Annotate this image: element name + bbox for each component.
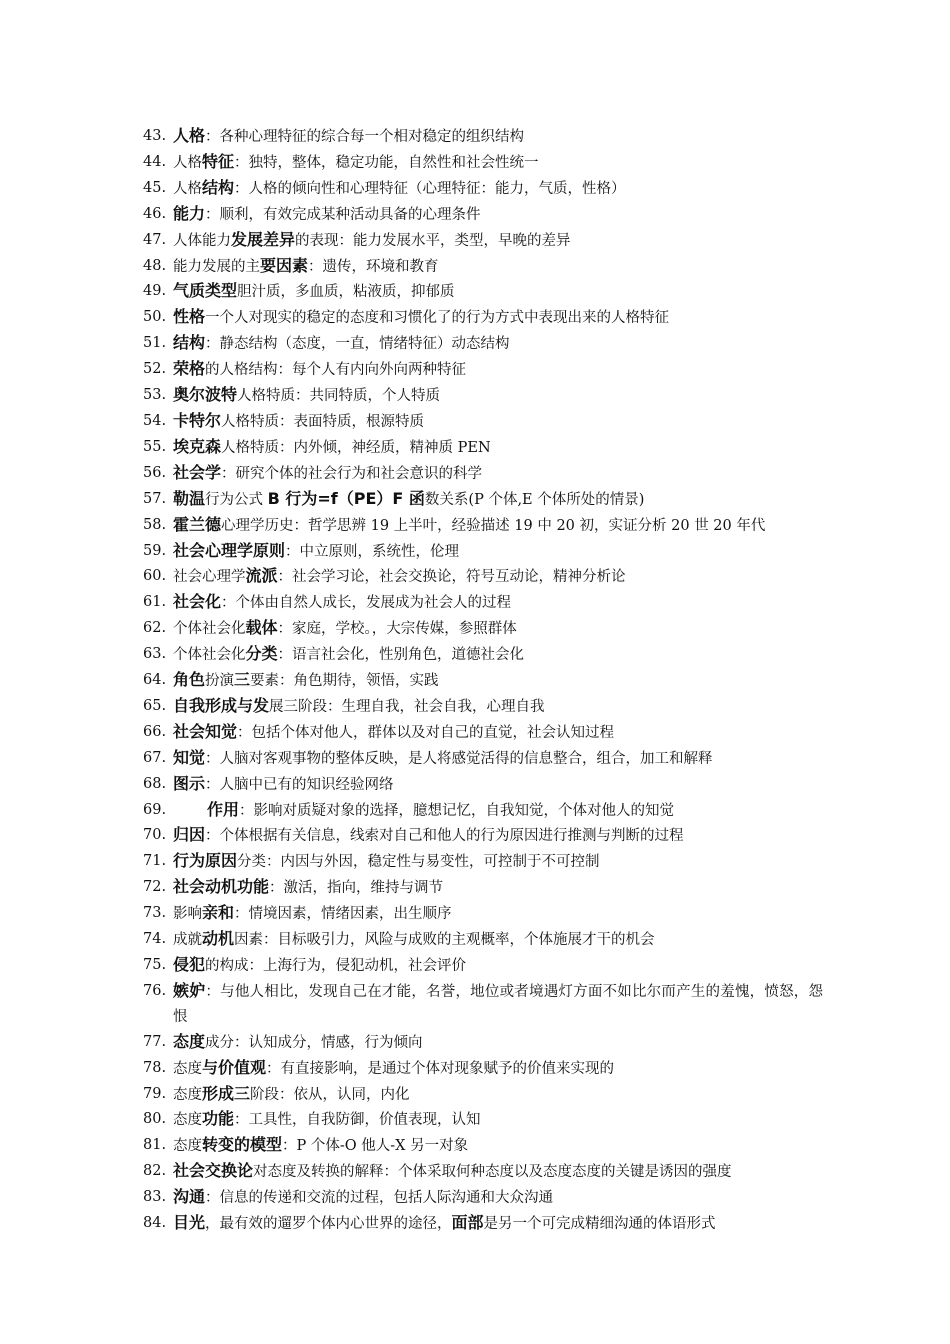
item-text [173, 953, 823, 979]
key-term: 动机 [202, 929, 235, 949]
key-term: 流派 [245, 566, 278, 586]
item-text [173, 1211, 823, 1237]
description-text: ：语言社会化，性别角色，道德社会化 [277, 647, 525, 664]
item-text [173, 616, 823, 642]
description-text: 人体能力 [173, 232, 231, 249]
description-text: 态度 [173, 1112, 202, 1129]
item-text [173, 694, 823, 720]
key-term: 要因素 [260, 255, 309, 275]
item-number: 44. [143, 153, 167, 170]
description-text: 对态度及转换的解释：个体采取何种态度以及态度态度的关键是诱因的强度 [253, 1164, 732, 1181]
item-text [173, 513, 823, 539]
description-text: 人格特质：内外倾，神经质，精神质 PEN [221, 439, 491, 456]
item-number: 77. [143, 1033, 167, 1050]
list-item [143, 746, 823, 772]
description-text: 心理学历史：哲学思辨 19 上半叶，经验描述 19 中 20 初，实证分析 20 世 20 年代 [221, 517, 766, 534]
item-text [173, 668, 823, 694]
description-text: 人格 [173, 180, 202, 197]
description-text: 个体社会化 [173, 621, 246, 638]
key-term: 结构 [173, 333, 206, 353]
list-item [143, 228, 823, 254]
key-term: B 行为=f（PE）F 函 [267, 488, 425, 508]
item-number: 54. [143, 412, 167, 429]
list-item [143, 435, 823, 461]
key-term: 三 [234, 670, 251, 690]
description-text: ：人格的倾向性和心理特征（心理特征：能力，气质，性格） [234, 180, 626, 197]
key-term: 能力 [173, 203, 206, 223]
item-text [173, 487, 823, 513]
key-term: 转变的模型 [202, 1135, 283, 1155]
item-number: 51. [143, 335, 167, 352]
list-item [143, 668, 823, 694]
key-term: 分类 [245, 644, 278, 664]
item-text [173, 279, 823, 305]
list-item [143, 487, 823, 513]
item-text [173, 1056, 823, 1082]
description-text: ：独特，整体，稳定功能，自然性和社会性统一 [234, 154, 539, 171]
item-text [173, 539, 823, 565]
item-number: 56. [143, 464, 167, 481]
description-text: 分类：内因与外因，稳定性与易变性，可控制于不可控制 [237, 854, 600, 871]
list-item [143, 331, 823, 357]
key-term: 社会知觉 [173, 721, 238, 741]
description-text: ：信息的传递和交流的过程，包括人际沟通和大众沟通 [205, 1190, 554, 1207]
list-item [143, 202, 823, 228]
key-term: 社会心理学原则 [173, 540, 286, 560]
list-item [143, 616, 823, 642]
list-item [143, 927, 823, 953]
item-number: 49. [143, 283, 167, 300]
item-number: 79. [143, 1085, 167, 1102]
key-term: 社会动机功能 [173, 877, 270, 897]
item-number: 64. [143, 672, 167, 689]
key-term: 知觉 [173, 747, 206, 767]
description-text: 成分：认知成分，情感，行为倾向 [205, 1034, 423, 1051]
key-term: 人格 [173, 126, 206, 145]
description-text: 行为公式 [205, 491, 268, 508]
key-term: 自我形成与发 [173, 695, 270, 715]
list-item [143, 642, 823, 668]
list-item [143, 1159, 823, 1185]
item-number: 81. [143, 1137, 167, 1154]
item-number: 53. [143, 387, 167, 404]
key-term: 霍兰德 [173, 514, 222, 534]
list-item [143, 1056, 823, 1082]
key-term: 面部 [451, 1213, 484, 1233]
list-item [143, 1185, 823, 1211]
item-text [173, 305, 823, 331]
description-text: ：各种心理特征的综合每一个相对稳定的组织结构 [205, 129, 525, 145]
item-number: 66. [143, 723, 167, 740]
item-text [173, 228, 823, 254]
description-text: ：人脑对客观事物的整体反映，是人将感觉活得的信息整合，组合，加工和解释 [205, 750, 713, 767]
key-term: 亲和 [202, 903, 235, 923]
item-number: 61. [143, 594, 167, 611]
item-text [173, 823, 823, 849]
description-text: 要素：角色期待，领悟，实践 [250, 673, 439, 690]
description-text: ：个体由自然人成长，发展成为社会人的过程 [221, 595, 512, 612]
key-term: 沟通 [173, 1187, 206, 1207]
item-number: 48. [143, 257, 167, 274]
key-term: 埃克森 [173, 436, 222, 456]
item-number: 63. [143, 646, 167, 663]
description-text: 社会心理学 [173, 569, 246, 586]
description-text: 因素：目标吸引力，风险与成败的主观概率，个体施展才干的机会 [234, 932, 655, 949]
description-text: 阶段：依从，认同，内化 [250, 1086, 410, 1103]
key-term: 图示 [173, 773, 206, 793]
item-number: 55. [143, 438, 167, 455]
list-item [143, 1030, 823, 1056]
description-text: 人格 [173, 154, 202, 171]
list-item [143, 1082, 823, 1108]
description-text: 成就 [173, 932, 202, 949]
item-number: 50. [143, 309, 167, 326]
item-text [173, 124, 823, 150]
list-item [143, 953, 823, 979]
key-term: 勒温 [173, 488, 206, 508]
list-item [143, 564, 823, 590]
item-text [173, 1082, 823, 1108]
item-number: 73. [143, 905, 167, 922]
item-text [173, 435, 823, 461]
item-number: 74. [143, 931, 167, 948]
description-text: 一个人对现实的稳定的态度和习惯化了的行为方式中表现出来的人格特征 [205, 310, 670, 327]
key-term: 性格 [173, 307, 206, 327]
description-text: 人格特质：共同特质，个人特质 [237, 388, 441, 405]
item-number: 58. [143, 516, 167, 533]
numbered-term-list [143, 124, 823, 1237]
key-term: 嫉妒 [173, 980, 206, 1000]
item-text [173, 254, 823, 280]
item-number: 45. [143, 179, 167, 196]
list-item [143, 1211, 823, 1237]
key-term: 社会学 [173, 462, 222, 482]
item-number: 47. [143, 231, 167, 248]
item-number: 43. [143, 128, 167, 144]
description-text: ：与他人相比，发现自己在才能，名誉，地位或者境遇灯方面不如比尔而产生的羞愧，愤怒，怨恨 [173, 983, 823, 1025]
description-text: 能力发展的主 [173, 258, 260, 275]
description-text: 的人格结构：每个人有内向外向两种特征 [205, 362, 467, 379]
item-number: 67. [143, 749, 167, 766]
description-text: ，最有效的遛罗个体内心世界的途径， [205, 1216, 452, 1233]
list-item [143, 150, 823, 176]
key-term: 卡特尔 [173, 410, 222, 430]
list-item [143, 383, 823, 409]
item-text [173, 564, 823, 590]
item-number: 83. [143, 1189, 167, 1206]
key-term: 功能 [202, 1109, 235, 1129]
key-term: 行为原因 [173, 851, 238, 871]
description-text: 扮演 [205, 673, 235, 690]
list-item [143, 849, 823, 875]
list-item [143, 305, 823, 331]
key-term: 荣格 [173, 359, 206, 379]
item-number: 46. [143, 205, 167, 222]
item-text [173, 875, 823, 901]
item-text [173, 849, 823, 875]
description-text: ：家庭，学校。，大宗传媒，参照群体 [277, 621, 517, 638]
description-text: ：人脑中已有的知识经验网络 [205, 776, 394, 793]
key-term: 载体 [245, 618, 278, 638]
item-text [173, 1030, 823, 1056]
description-text: 态度 [173, 1060, 202, 1077]
key-term: 归因 [173, 825, 206, 845]
item-text [173, 590, 823, 616]
item-text [173, 746, 823, 772]
description-text: ：情境因素，情绪因素，出生顺序 [234, 906, 452, 923]
list-item [143, 798, 823, 824]
list-item [143, 124, 823, 150]
key-term: 发展差异 [231, 229, 296, 249]
item-text [173, 798, 823, 824]
item-text [173, 642, 823, 668]
item-text [173, 720, 823, 746]
item-number: 84. [143, 1215, 167, 1232]
item-number: 78. [143, 1059, 167, 1076]
description-text: 态度 [173, 1138, 202, 1155]
key-term: 角色 [173, 670, 206, 690]
list-item [143, 1107, 823, 1133]
item-number: 52. [143, 361, 167, 378]
item-text [173, 901, 823, 927]
key-term: 态度 [173, 1031, 206, 1051]
item-text [173, 383, 823, 409]
description-text: 影响 [173, 906, 202, 923]
item-text [173, 331, 823, 357]
list-item [143, 875, 823, 901]
key-term: 形成三 [202, 1083, 251, 1103]
description-text: ：P 个体-O 他人-X 另一对象 [282, 1138, 469, 1155]
description-text: ：包括个体对他人，群体以及对自己的直觉，社会认知过程 [237, 724, 615, 741]
item-number: 59. [143, 542, 167, 559]
description-text: 的构成：上海行为，侵犯动机，社会评价 [205, 958, 467, 974]
description-text: ：有直接影响，是通过个体对现象赋予的价值来实现的 [266, 1060, 615, 1077]
item-text [173, 461, 823, 487]
key-term: 社会交换论 [173, 1161, 254, 1181]
description-text: ：中立原则，系统性，伦理 [285, 543, 460, 560]
list-item [143, 694, 823, 720]
description-text: ：工具性，自我防御，价值表现，认知 [234, 1112, 481, 1129]
item-text [173, 1159, 823, 1185]
list-item [143, 901, 823, 927]
item-number: 72. [143, 879, 167, 896]
list-item [143, 279, 823, 305]
item-text [173, 1185, 823, 1211]
key-term: 气质类型 [173, 281, 238, 301]
list-item [143, 823, 823, 849]
item-text [173, 202, 823, 228]
item-number: 71. [143, 853, 167, 870]
description-text: 胆汁质，多血质，粘液质，抑郁质 [237, 284, 455, 301]
list-item [143, 176, 823, 202]
list-item [143, 254, 823, 280]
description-text: ：社会学习论，社会交换论，符号互动论，精神分析论 [277, 569, 626, 586]
item-number: 62. [143, 620, 167, 637]
item-number: 82. [143, 1163, 167, 1180]
item-number: 60. [143, 568, 167, 585]
item-text [173, 927, 823, 953]
description-text: ：激活，指向，维持与调节 [269, 880, 444, 897]
list-item [143, 539, 823, 565]
item-number: 69. [143, 801, 167, 818]
item-text [173, 1133, 823, 1159]
description-text: ：影响对质疑对象的选择，臆想记忆，自我知觉，个体对他人的知觉 [239, 802, 675, 819]
key-term: 侵犯 [173, 955, 206, 974]
key-term: 与价值观 [202, 1057, 267, 1077]
key-term: 目光 [173, 1213, 206, 1233]
key-term: 社会化 [173, 592, 222, 612]
item-text [173, 772, 823, 798]
description-text: 人格特质：表面特质，根源特质 [221, 413, 425, 430]
item-text [173, 1107, 823, 1133]
key-term: 奥尔波特 [173, 385, 238, 405]
list-item [143, 1133, 823, 1159]
item-number: 75. [143, 957, 167, 973]
item-number: 80. [143, 1111, 167, 1128]
description-text: 个体社会化 [173, 647, 246, 664]
key-term: 特征 [202, 151, 235, 171]
key-term: 结构 [202, 177, 235, 197]
list-item [143, 720, 823, 746]
list-item [143, 772, 823, 798]
list-item [143, 409, 823, 435]
description-text: ：个体根据有关信息，线索对自己和他人的行为原因进行推测与判断的过程 [205, 828, 684, 845]
list-item [143, 590, 823, 616]
description-text: 态度 [173, 1086, 202, 1103]
list-item [143, 513, 823, 539]
description-text: 的表现：能力发展水平，类型，早晚的差异 [295, 232, 571, 249]
item-number: 70. [143, 827, 167, 844]
item-number: 57. [143, 490, 167, 507]
item-number: 68. [143, 775, 167, 792]
list-item [143, 979, 823, 1030]
item-text [173, 979, 823, 1030]
item-number: 76. [143, 982, 167, 999]
description-text: 展三阶段：生理自我，社会自我，心理自我 [269, 698, 545, 715]
item-number: 65. [143, 697, 167, 714]
description-text: ：顺利，有效完成某种活动具备的心理条件 [205, 206, 481, 223]
item-text [173, 150, 823, 176]
list-item [143, 461, 823, 487]
description-text: ：研究个体的社会行为和社会意识的科学 [221, 465, 483, 482]
description-text: ：静态结构（态度，一直，情绪特征）动态结构 [205, 336, 510, 353]
list-item [143, 357, 823, 383]
key-term: 作用 [207, 799, 240, 819]
description-text: 是另一个可完成精细沟通的体语形式 [483, 1216, 716, 1233]
description-text: 数关系(P 个体,E 个体所处的情景) [424, 491, 645, 508]
item-text [173, 409, 823, 435]
item-text [173, 357, 823, 383]
description-text: ：遗传，环境和教育 [308, 258, 439, 275]
item-text [173, 176, 823, 202]
